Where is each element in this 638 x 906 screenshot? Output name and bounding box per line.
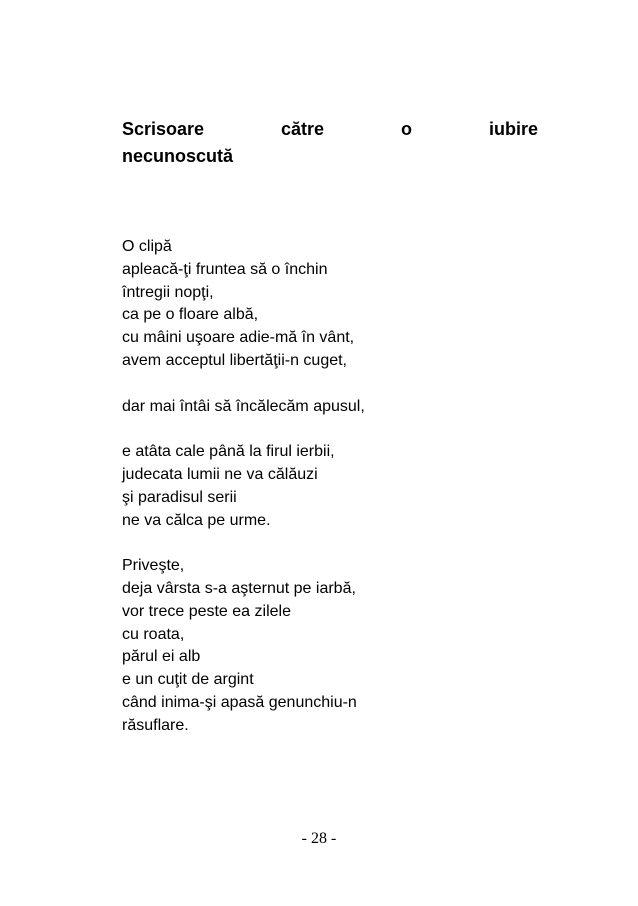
verse-line: e atâta cale până la firul ierbii, [122,443,335,461]
verse-line: O clipă [122,238,172,255]
verse-line: deja vârsta s-a aşternut pe iarbă, [122,579,356,597]
title-line-1 [122,116,538,143]
poem-body [122,236,365,738]
verse-line: cu mâini uşoare adie-mă în vânt, [122,329,355,347]
verse-line: judecata lumii ne va călăuzi [122,465,318,483]
poem-title [122,116,538,170]
verse-line: răsuflare. [122,716,189,734]
title-word: către [281,119,325,139]
stanza [122,236,365,373]
stanza [122,396,365,419]
verse-line: e un cuţit de argint [122,671,254,689]
verse-line: dar mai întâi să încălecăm apusul, [122,397,365,415]
verse-line: părul ei alb [122,648,201,666]
verse-line: avem acceptul libertăţii-n cuget, [122,351,347,369]
verse-line: şi paradisul serii [122,488,237,506]
verse-line: cu roata, [122,625,185,643]
verse-line: vor trece peste ea zilele [122,602,291,620]
verse-line: ne va călca pe urme. [122,511,271,529]
title-line-2: necunoscută [122,146,234,166]
title-word: o [401,119,412,139]
title-word: iubire [488,119,538,139]
verse-line: când inima-şi apasă genunchiu-n [122,693,357,711]
stanza [122,555,365,737]
page-number: - 28 - [301,830,337,847]
verse-line: întregii nopţi, [122,283,214,301]
verse-line: ca pe o floare albă, [122,306,259,324]
verse-line: Priveşte, [122,557,185,575]
stanza [122,441,365,532]
title-word: Scrisoare [122,119,205,139]
verse-line: apleacă-ţi fruntea să o închin [122,260,328,278]
